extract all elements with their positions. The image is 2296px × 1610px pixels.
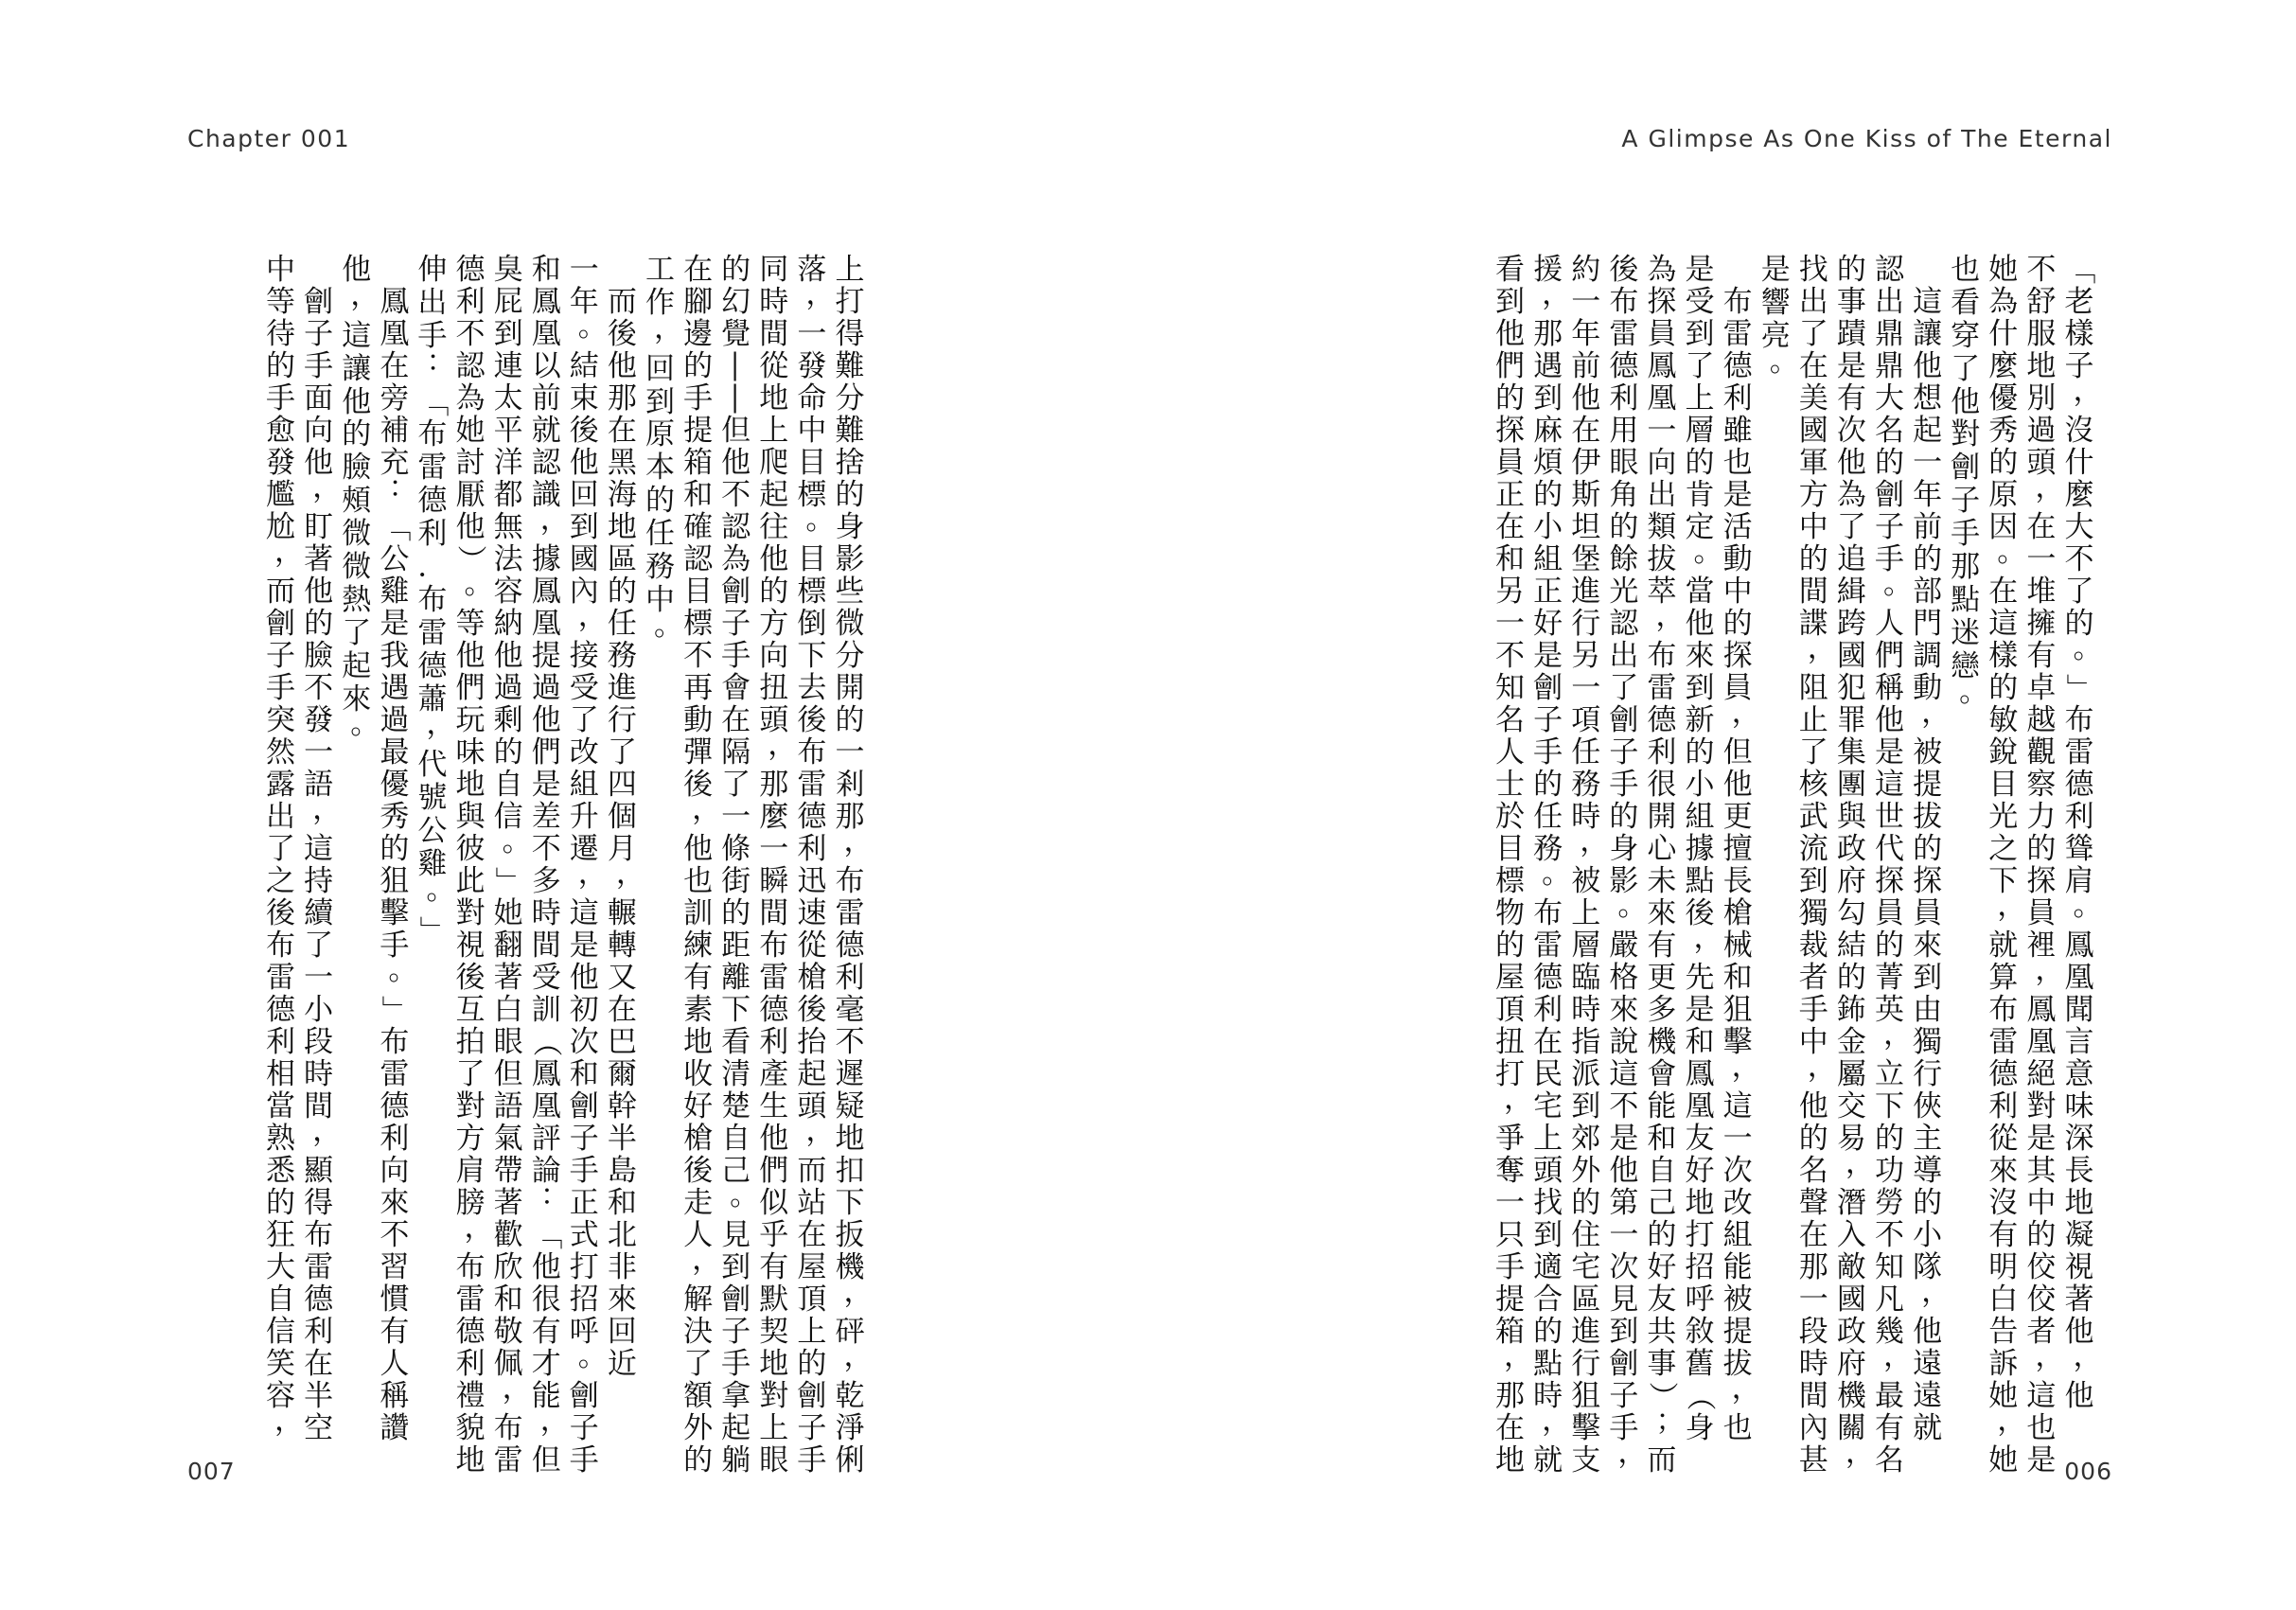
- text-line: 認 出 鼎 鼎 大 名 的 劊 子 手 。 人 們 稱 他 是 這 世 代 探 員 的 菁 英 ， 立 下 的 功 勞 不 知 凡 幾 ， 最 有 名: [1874, 253, 1913, 1477]
- text-line: 上 打 得 難 分 難 捨 的 身 影 些 微 分 開 的 一 剎 那 ， 布 雷 德 利 毫 不 遲 疑 地 扣 下 扳 機 ， 砰 ， 乾 淨 俐: [835, 253, 874, 1477]
- text-line: 的 幻 覺 ― ― 但 他 不 認 為 劊 子 手 會 在 隔 了 一 條 街 的 距 離 下 看 清 楚 自 己 。 見 到 劊 子 手 拿 起 躺: [718, 253, 760, 1477]
- text-line: 同 時 間 從 地 上 爬 起 往 他 的 方 向 扭 頭 ， 那 麼 一 瞬 間 布 雷 德 利 產 生 他 們 似 乎 有 默 契 地 對 上 眼: [759, 253, 798, 1477]
- text-line: 是 響 亮 。: [1760, 253, 1799, 379]
- text-line: 的 事 蹟 是 有 次 他 為 了 追 緝 跨 國 犯 罪 集 團 與 政 府 勾 結 的 鈽 金 屬 交 易 ， 潛 入 敵 國 政 府 機 關 ，: [1836, 253, 1875, 1470]
- text-line: 為 探 員 鳳 凰 一 向 出 類 拔 萃 ， 布 雷 德 利 很 開 心 未 來 有 更 多 機 會 能 和 自 己 的 好 友 共 事 ） ； 而: [1644, 253, 1686, 1477]
- text-line: 中 等 待 的 手 愈 發 尷 尬 ， 而 劊 子 手 突 然 露 出 了 之 後 布 雷 德 利 相 當 熟 悉 的 狂 大 自 信 笑 容 ，: [266, 253, 305, 1438]
- page-number: 006: [2064, 1458, 2112, 1485]
- text-line: 和 鳳 凰 以 前 就 認 識 ， 據 鳳 凰 提 過 他 們 是 差 不 多 時 間 受 訓 （ 鳳 凰 評 論 ： 「 他 很 有 才 能 ， 但: [529, 253, 570, 1477]
- text-line: 看 到 他 們 的 探 員 正 在 和 另 一 不 知 名 人 士 於 目 標 物 的 屋 頂 扭 打 ， 爭 奪 一 只 手 提 箱 ， 那 在 地: [1495, 253, 1534, 1477]
- text-line: 找 出 了 在 美 國 軍 方 中 的 間 諜 ， 阻 止 了 核 武 流 到 獨 裁 者 手 中 ， 他 的 名 聲 在 那 一 段 時 間 內 甚: [1798, 253, 1837, 1477]
- text-line: 臭 屁 到 連 太 平 洋 都 無 法 容 納 他 過 剩 的 自 信 。 」 她 翻 著 白 眼 但 語 氣 帶 著 歡 欣 和 敬 佩 ， 布 雷: [491, 253, 532, 1477]
- text-line: 伸 出 手 ： 「 布 雷 德 利 ． 布 雷 德 蕭 ， 代 號 公 雞 。 」: [415, 253, 456, 946]
- text-line: 是 受 到 了 上 層 的 肯 定 。 當 他 來 到 新 的 小 組 據 點 後 ， 先 是 和 鳳 凰 友 好 地 打 招 呼 敘 舊 （ 身: [1683, 253, 1723, 1445]
- text-line: 他 ， 這 讓 他 的 臉 頰 微 微 熱 了 起 來 。: [342, 253, 380, 742]
- text-line: 援 ， 那 遇 到 麻 煩 的 小 組 正 好 是 劊 子 手 的 任 務 。 布 雷 德 利 在 民 宅 上 頭 找 到 適 合 的 點 時 ， 就: [1533, 253, 1572, 1477]
- text-line: 劊 子 手 面 向 他 ， 盯 著 他 的 臉 不 發 一 語 ， 這 持 續 了 一 小 段 時 間 ， 顯 得 布 雷 德 利 在 半 空: [304, 285, 343, 1445]
- text-line: 她 為 什 麼 優 秀 的 原 因 。 在 這 樣 的 敏 銳 目 光 之 下 ， 就 算 布 雷 德 利 從 來 沒 有 明 白 告 訴 她 ， 她: [1988, 253, 2027, 1477]
- text-line: 也 看 穿 了 他 對 劊 子 手 那 點 迷 戀 。: [1951, 253, 1989, 709]
- text-line: 工 作 ， 回 到 原 本 的 任 務 中 。: [645, 253, 683, 643]
- text-line: 約 一 年 前 他 在 伊 斯 坦 堡 進 行 另 一 項 任 務 時 ， 被 上 層 臨 時 指 派 到 郊 外 的 住 宅 區 進 行 狙 擊 支: [1571, 253, 1610, 1477]
- text-line: 後 布 雷 德 利 用 眼 角 的 餘 光 認 出 了 劊 子 手 的 身 影 。 嚴 格 來 說 這 不 是 他 第 一 次 見 到 劊 子 手 ，: [1609, 253, 1648, 1470]
- text-line: 鳳 凰 在 旁 補 充 ： 「 公 雞 是 我 遇 過 最 優 秀 的 狙 擊 手 。 」 布 雷 德 利 向 來 不 習 慣 有 人 稱 讚: [377, 285, 418, 1445]
- running-head-chapter: Chapter 001: [187, 125, 351, 152]
- text-line: 而 後 他 那 在 黑 海 地 區 的 任 務 進 行 了 四 個 月 ， 輾 轉 又 在 巴 爾 幹 半 島 和 北 非 來 回 近: [607, 285, 645, 1381]
- text-line: 布 雷 德 利 雖 也 是 活 動 中 的 探 員 ， 但 他 更 擅 長 槍 械 和 狙 擊 ， 這 一 次 改 組 能 被 提 拔 ， 也: [1722, 285, 1761, 1445]
- right-page: [1148, 0, 2296, 1610]
- text-line: 不 舒 服 地 別 過 頭 ， 在 一 堆 擁 有 卓 越 觀 察 力 的 探 員 裡 ， 鳳 凰 絕 對 是 其 中 的 佼 佼 者 ， 這 也 是: [2026, 253, 2065, 1477]
- text-line: 一 年 。 結 束 後 他 回 到 國 內 ， 接 受 了 改 組 升 遷 ， 這 是 他 初 次 和 劊 子 手 正 式 打 招 呼 。 劊 子 手: [569, 253, 608, 1477]
- text-line: 「 老 樣 子 ， 沒 什 麼 大 不 了 的 。 」 布 雷 德 利 聳 肩 。 鳳 凰 聞 言 意 味 深 長 地 凝 視 著 他 ， 他: [2061, 255, 2103, 1413]
- running-head-title: A Glimpse As One Kiss of The Eternal: [1621, 125, 2112, 152]
- page-number: 007: [187, 1458, 236, 1485]
- text-line: 德 利 不 認 為 她 討 厭 他 ） 。 等 他 們 玩 味 地 與 彼 此 對 視 後 互 拍 了 對 方 肩 膀 ， 布 雷 德 利 禮 貌 地: [453, 253, 494, 1477]
- text-line: 落 ， 一 發 命 中 目 標 。 目 標 倒 下 去 後 布 雷 德 利 迅 速 從 槍 後 抬 起 頭 ， 而 站 在 屋 頂 上 的 劊 子 手: [797, 253, 836, 1477]
- text-line: 在 腳 邊 的 手 提 箱 和 確 認 目 標 不 再 動 彈 後 ， 他 也 訓 練 有 素 地 收 好 槍 後 走 人 ， 解 決 了 額 外 的: [683, 253, 722, 1477]
- text-line: 這 讓 他 想 起 一 年 前 的 部 門 調 動 ， 被 提 拔 的 探 員 來 到 由 獨 行 俠 主 導 的 小 隊 ， 他 遠 遠 就: [1913, 285, 1952, 1445]
